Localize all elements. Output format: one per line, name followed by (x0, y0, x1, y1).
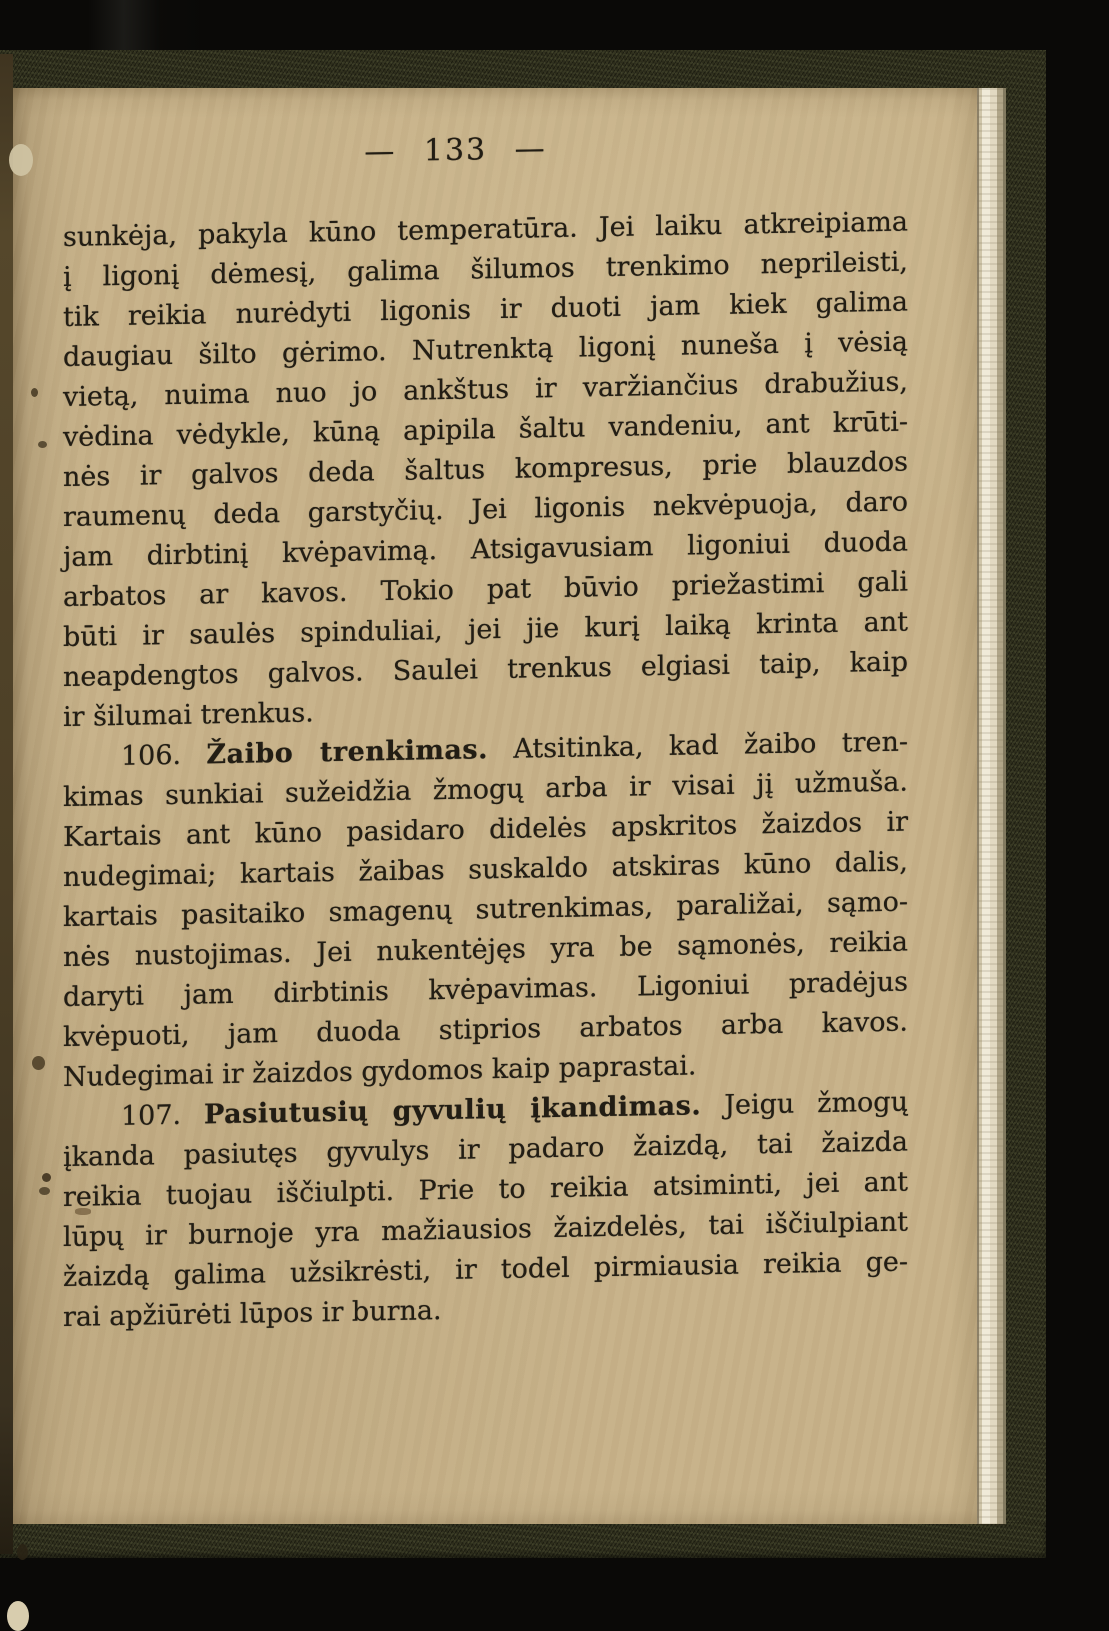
text-line: įkanda pasiutęs gyvulys ir padaro žaizdą, tai žaizda (63, 1126, 908, 1173)
printed-text-block (63, 113, 908, 1338)
section-title: Pasiutusių gyvulių įkandimas. (204, 1090, 702, 1131)
text-line: nės nustojimas. Jei nukentėjęs yra be sąmonės, reikia (63, 926, 908, 973)
book-cover-right-edge (1005, 50, 1046, 1558)
section-number: 107. (121, 1099, 182, 1132)
text-line: daryti jam dirbtinis kvėpavimas. Ligoniui pradėjus (63, 966, 908, 1013)
scan-artifact-streak (88, 0, 208, 56)
section-text: Atsitinka, kad žaibo tren- (513, 726, 908, 765)
text-line: žaizdą galima užsikrėsti, ir todel pirmiausia reikia ge- (63, 1246, 908, 1293)
book-cover-bottom-edge (0, 1522, 1046, 1558)
text-line: lūpų ir burnoje yra mažiausios žaizdelės, tai iščiulpiant (63, 1206, 908, 1253)
text-line: kartais pasitaiko smagenų sutrenkimas, paraližai, sąmo- (63, 886, 908, 933)
text-line: jam dirbtinį kvėpavimą. Atsigavusiam ligoniui duoda (63, 526, 908, 573)
paper-speck (9, 144, 33, 176)
text-line: ir šilumai trenkus. (63, 697, 314, 733)
text-line: tik reikia nurėdyti ligonis ir duoti jam kiek galima (63, 286, 908, 333)
text-line: nės ir galvos deda šaltus kompresus, prie blauzdos (63, 446, 908, 493)
paper-speck (7, 1601, 29, 1631)
text-line: rai apžiūrėti lūpos ir burna. (63, 1295, 442, 1333)
text-line: sunkėja, pakyla kūno temperatūra. Jei laiku atkreipiama (63, 206, 908, 253)
paper-speck (17, 1544, 28, 1560)
page-number: — 133 — (364, 131, 547, 170)
text-line: Kartais ant kūno pasidaro didelės apskritos žaizdos ir (63, 806, 908, 853)
book-gutter-shadow (0, 54, 13, 1554)
section-text: Jeigu žmogų (724, 1086, 908, 1121)
text-line: vietą, nuima nuo jo ankštus ir varžiančius drabužius, (63, 366, 908, 413)
text-line: vėdina vėdykle, kūną apipila šaltu vandeniu, ant krūti- (63, 406, 908, 453)
text-line: raumenų deda garstyčių. Jei ligonis nekvėpuoja, daro (63, 486, 908, 533)
text-line: neapdengtos galvos. Saulei trenkus elgiasi taip, kaip (63, 646, 908, 693)
page-stack-edge (977, 88, 1006, 1524)
book-cover-top-edge (0, 50, 1046, 88)
text-line: į ligonį dėmesį, galima šilumos trenkimo neprileisti, (63, 246, 908, 293)
text-line: reikia tuojau iščiulpti. Prie to reikia atsiminti, jei ant (63, 1166, 908, 1213)
paper-speck (42, 1173, 51, 1182)
paper-speck (39, 1187, 50, 1195)
text-line: arbatos ar kavos. Tokio pat būvio priežastimi gali (63, 566, 908, 613)
section-title: Žaibo trenkimas. (206, 734, 489, 771)
text-line: kimas sunkiai sužeidžia žmogų arba ir visai jį užmuša. (63, 766, 908, 813)
text-line: daugiau šilto gėrimo. Nutrenktą ligonį nuneša į vėsią (63, 326, 908, 373)
text-line: Nudegimai ir žaizdos gydomos kaip paprastai. (63, 1050, 697, 1093)
text-line: būti ir saulės spinduliai, jei jie kurį laiką krinta ant (63, 606, 908, 653)
text-line: kvėpuoti, jam duoda stiprios arbatos arba kavos. (63, 1006, 908, 1053)
paper-speck (32, 1056, 45, 1070)
text-line: nudegimai; kartais žaibas suskaldo atskiras kūno dalis, (63, 846, 908, 893)
paper-speck (38, 441, 47, 448)
paper-speck (31, 388, 38, 397)
section-number: 106. (121, 739, 182, 772)
